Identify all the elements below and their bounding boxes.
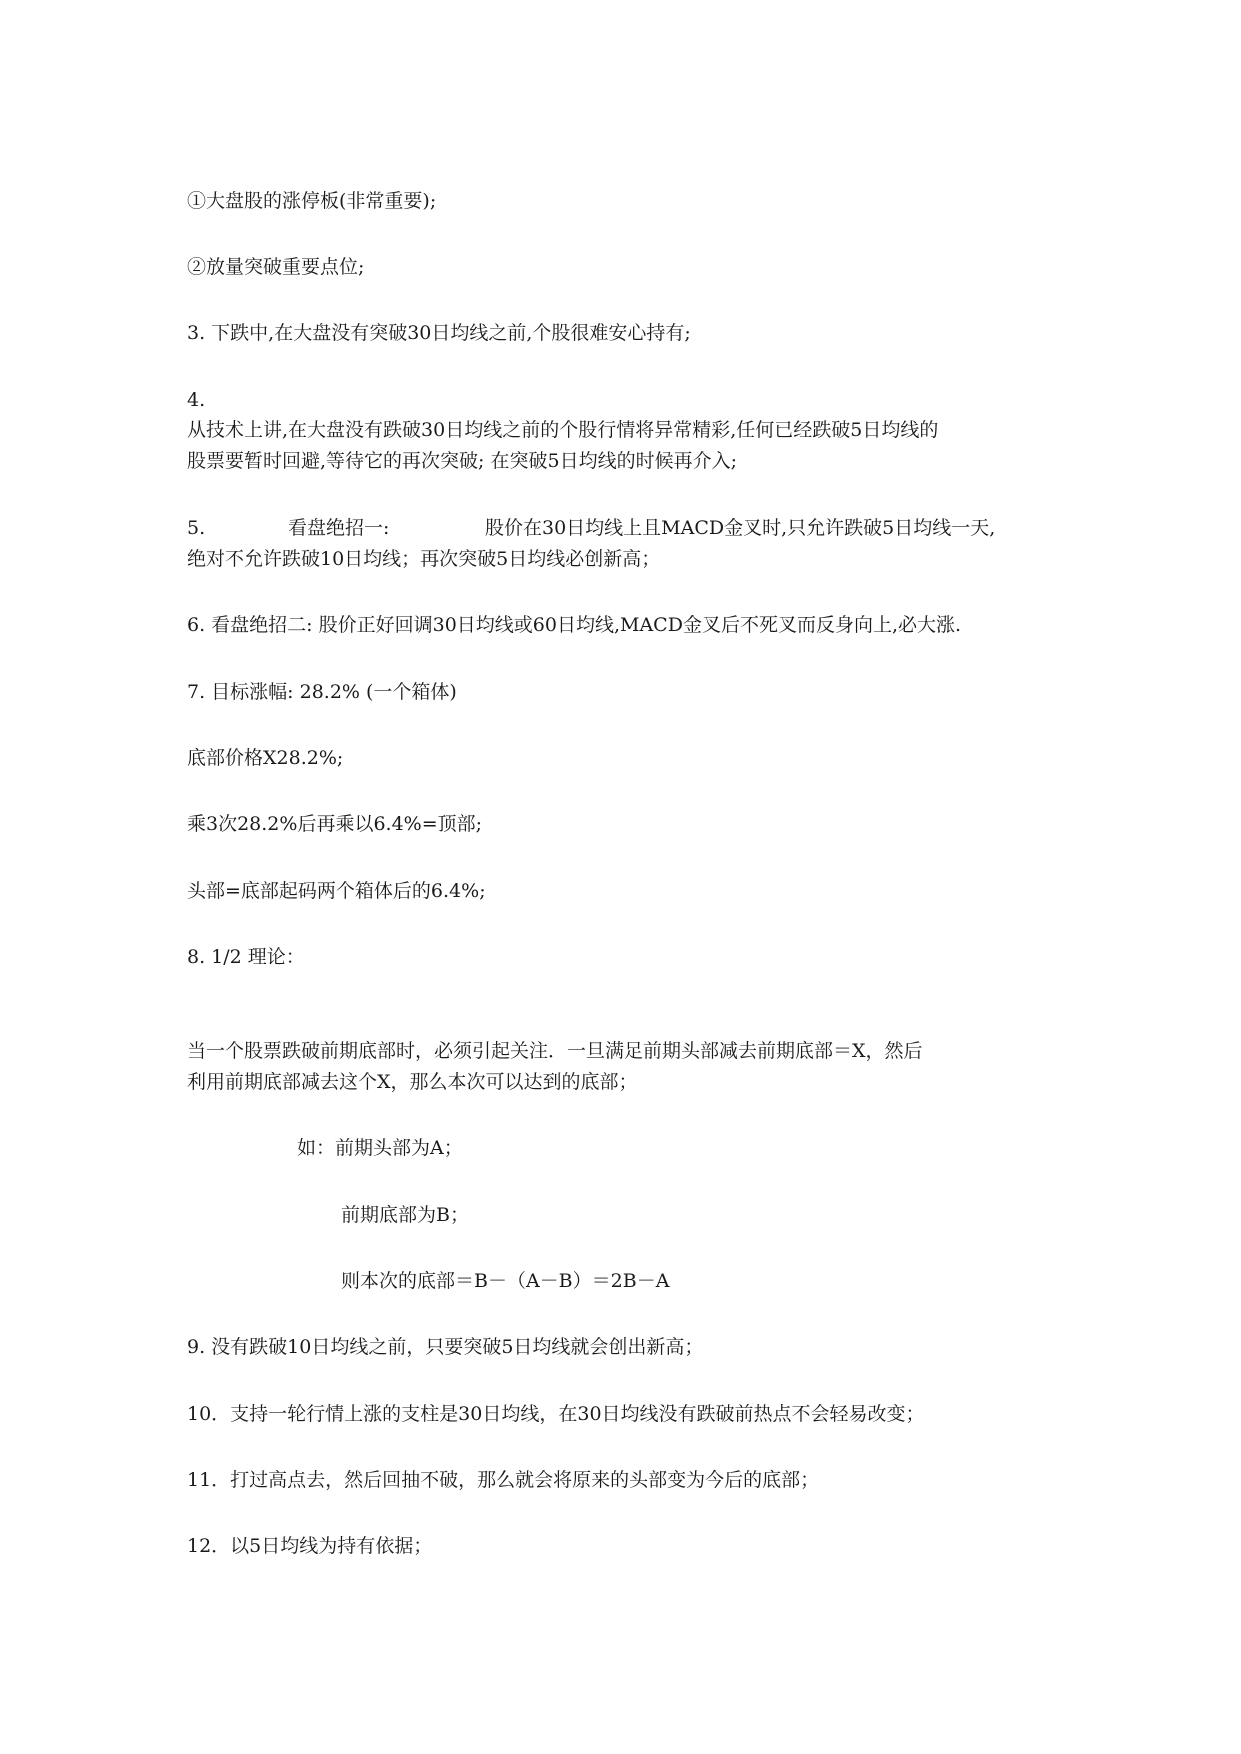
- head-formula-line: 头部=底部起码两个箱体后的6.4%;: [187, 880, 486, 902]
- item-12-line: 12．以5日均线为持有依据；: [187, 1535, 433, 1557]
- top-formula-line: 乘3次28.2%后再乘以6.4%=顶部;: [187, 813, 483, 835]
- item-5-number: 5.: [187, 517, 206, 539]
- item-6-line: 6. 看盘绝招二: 股价正好回调30日均线或60日均线,MACD金叉后不死叉而反身向上,必大涨.: [187, 614, 962, 636]
- item-5-heading: 看盘绝招一:: [288, 517, 390, 539]
- item-4-number: 4.: [187, 389, 206, 411]
- item-8-body-line-1: 当一个股票跌破前期底部时，必须引起关注．一旦满足前期头部减去前期底部＝X，然后: [187, 1040, 923, 1062]
- item-5-line-1: 股价在30日均线上且MACD金叉时,只允许跌破5日均线一天,: [485, 517, 996, 539]
- item-8-line: 8. 1/2 理论：: [187, 946, 305, 968]
- example-line-b: 前期底部为B；: [341, 1204, 469, 1226]
- point-2-line: ②放量突破重要点位;: [187, 256, 365, 278]
- bottom-price-line: 底部价格X28.2%;: [187, 747, 344, 769]
- item-9-line: 9. 没有跌破10日均线之前，只要突破5日均线就会创出新高；: [187, 1336, 704, 1358]
- example-line-a: 如：前期头部为A；: [297, 1137, 463, 1159]
- item-11-line: 11．打过高点去，然后回抽不破，那么就会将原来的头部变为今后的底部；: [187, 1469, 820, 1491]
- item-3-line: 3. 下跌中,在大盘没有突破30日均线之前,个股很难安心持有;: [187, 322, 691, 344]
- example-formula-line: 则本次的底部＝B－（A－B）＝2B－A: [341, 1270, 670, 1292]
- item-4-line-2: 股票要暂时回避,等待它的再次突破; 在突破5日均线的时候再介入;: [187, 450, 737, 472]
- item-4-line-1: 从技术上讲,在大盘没有跌破30日均线之前的个股行情将异常精彩,任何已经跌破5日均线的: [187, 419, 939, 441]
- item-8-body-line-2: 利用前期底部减去这个X，那么本次可以达到的底部；: [187, 1071, 638, 1093]
- point-1-line: ①大盘股的涨停板(非常重要);: [187, 190, 437, 212]
- item-10-line: 10．支持一轮行情上涨的支柱是30日均线，在30日均线没有跌破前热点不会轻易改变；: [187, 1403, 925, 1425]
- item-7-line: 7. 目标涨幅: 28.2% (一个箱体): [187, 681, 457, 703]
- item-5-line-2: 绝对不允许跌破10日均线；再次突破5日均线必创新高；: [187, 548, 661, 570]
